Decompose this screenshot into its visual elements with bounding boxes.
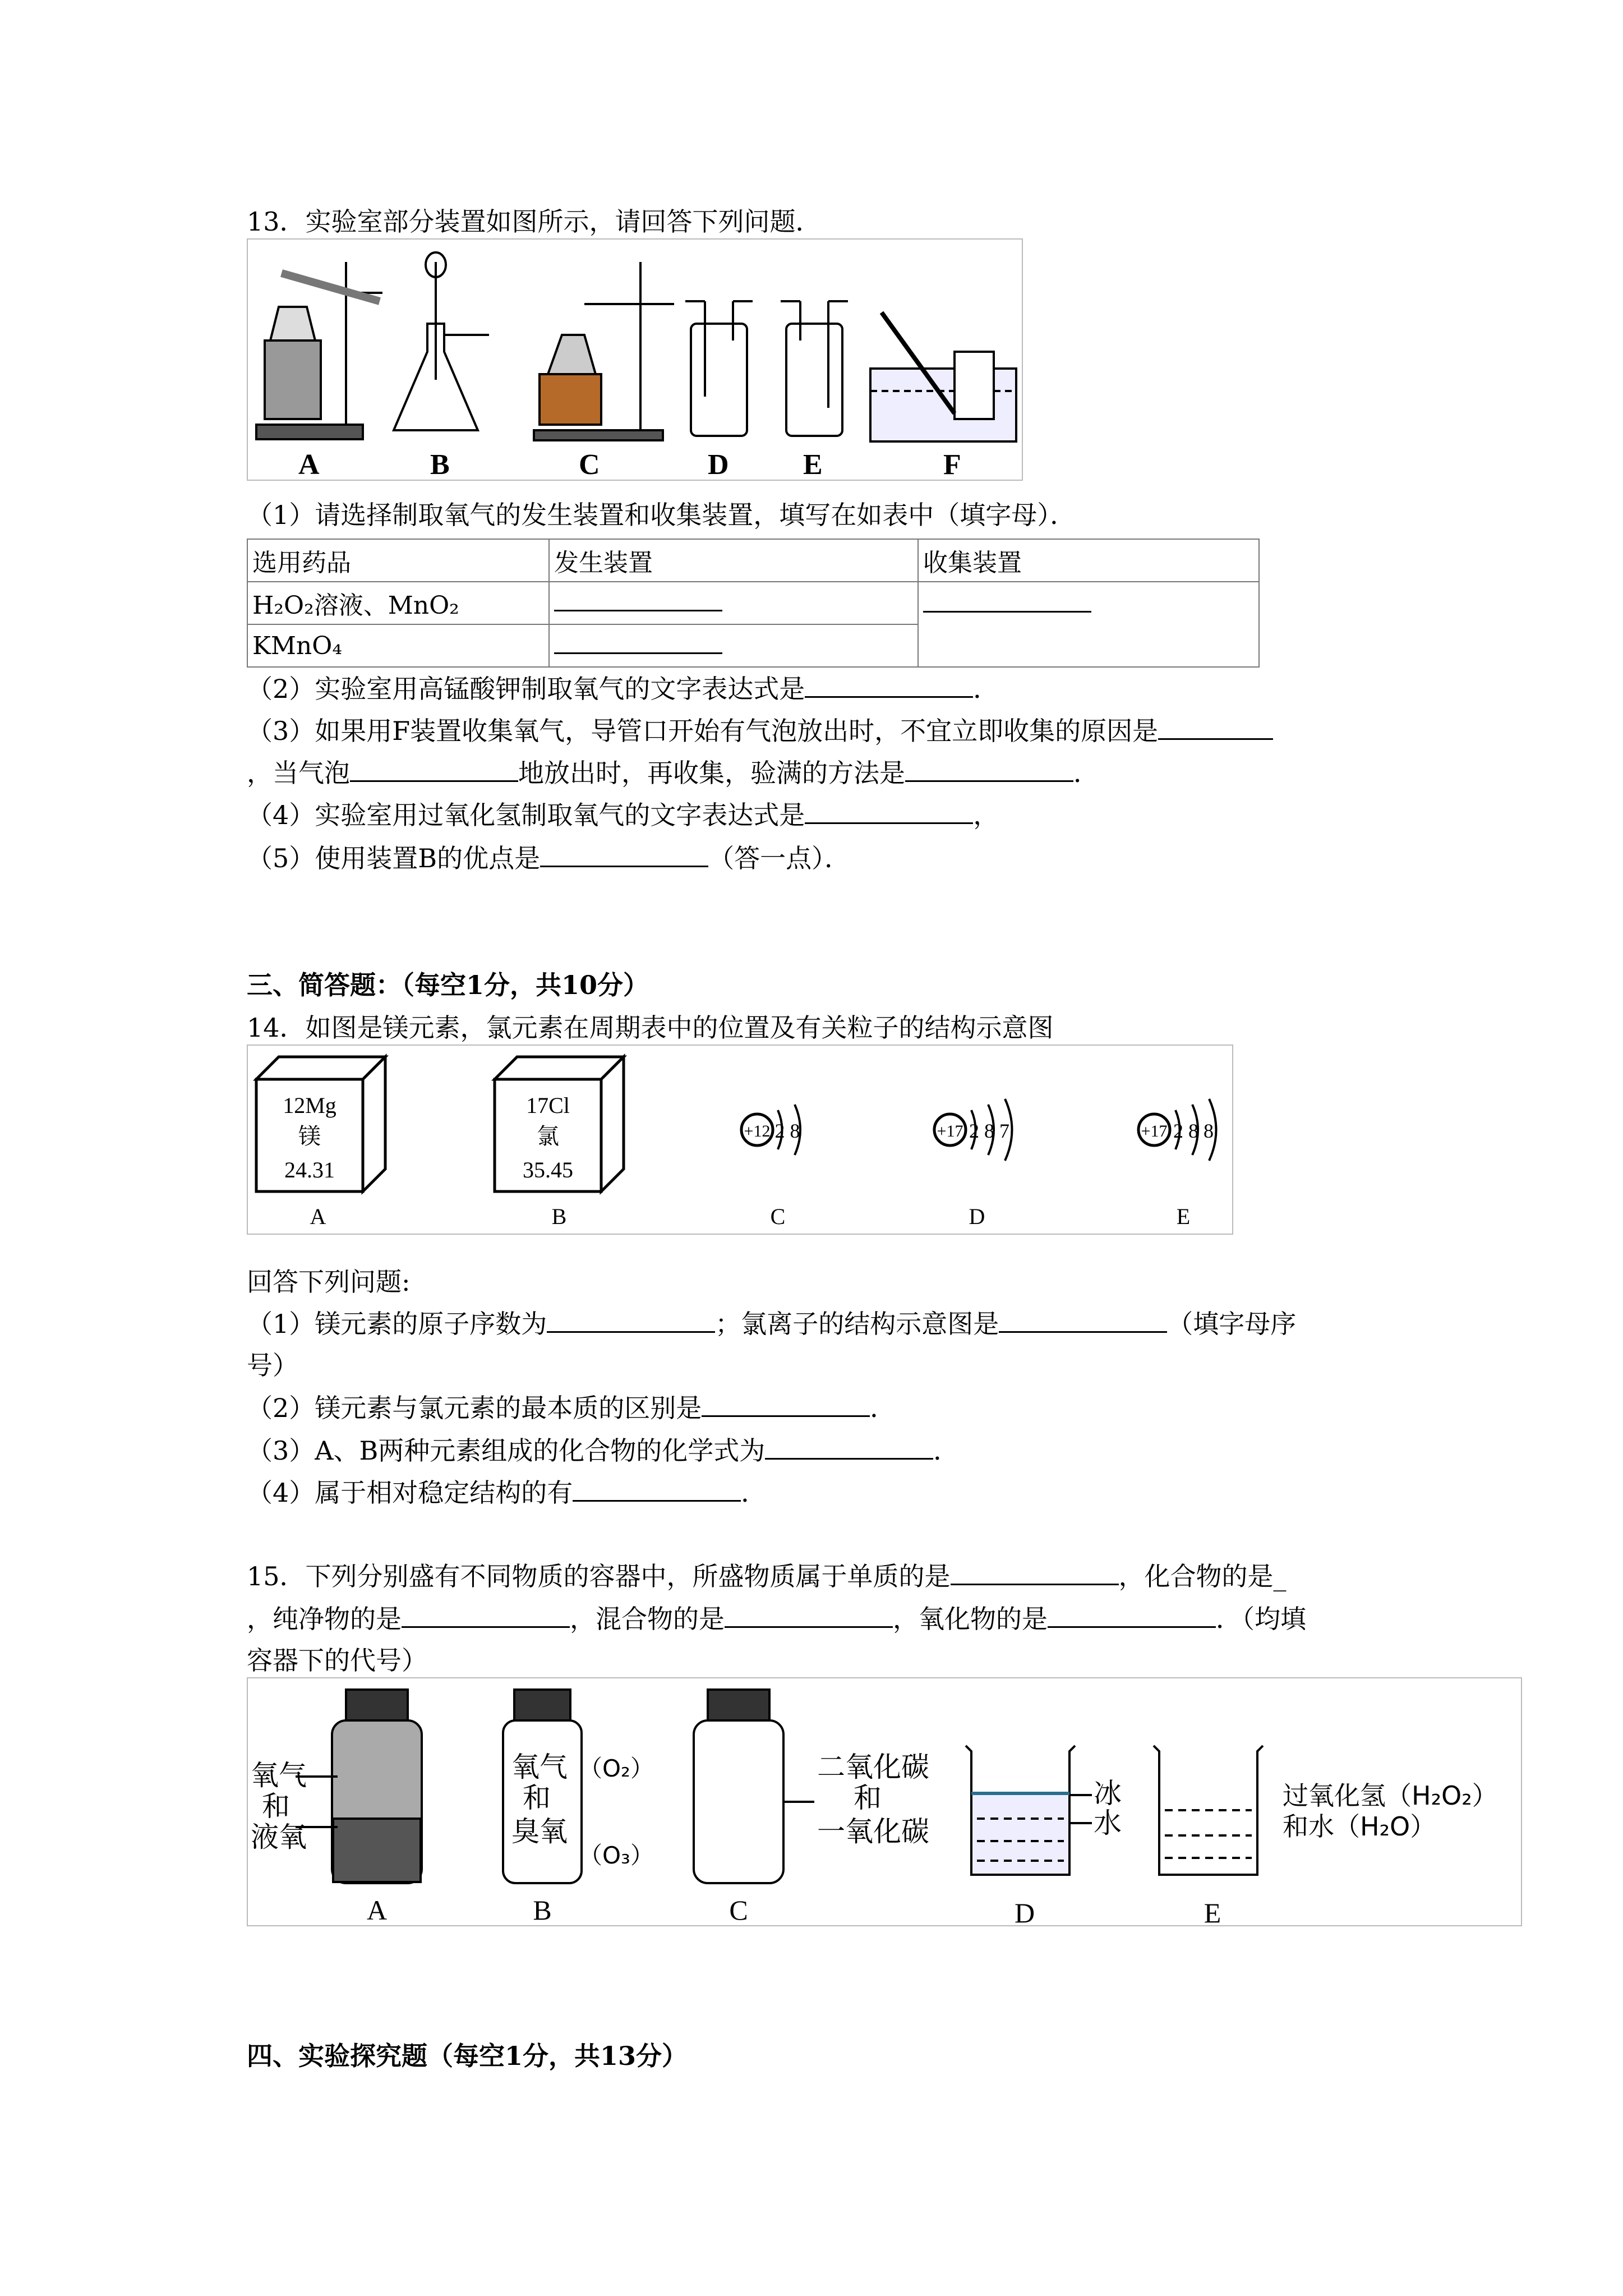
q15-text-e: ，氧化物的是	[893, 1604, 1048, 1634]
q13-fig-label-a: A	[298, 449, 320, 480]
q14-sub3	[247, 1434, 959, 1467]
section-4-heading: 四、实验探究题（每空1分，共13分）	[247, 2041, 688, 2071]
q13-sub5	[247, 841, 850, 875]
q13-sub5-end: （答一点）．	[708, 843, 851, 873]
q13-apparatus-figure	[247, 238, 1023, 481]
q14-sub4-text: （4）属于相对稳定结构的有	[247, 1478, 573, 1508]
b-label-2: 和	[523, 1782, 551, 1814]
d-shells: 2 8 7	[969, 1120, 1009, 1142]
c-label-2: 和	[854, 1782, 882, 1814]
q15-fig-label-a: A	[366, 1894, 388, 1925]
q14-periodic-figure	[247, 1045, 1233, 1235]
q15-text-d: ，混合物的是	[570, 1604, 725, 1634]
q14-sub2	[247, 1391, 896, 1425]
q14-fig-label-a: A	[310, 1204, 326, 1229]
answer-blank[interactable]	[951, 1561, 1119, 1585]
e-nucleus: +17	[1141, 1122, 1168, 1140]
q13-sub3-text-c: 地放出时，再收集，验满的方法是	[518, 758, 905, 788]
apparatus-drawing	[248, 240, 1022, 480]
d-label-1: 冰	[1094, 1777, 1122, 1810]
a-label-2: 和	[262, 1790, 290, 1823]
d-label-2: 水	[1094, 1807, 1122, 1839]
containers-drawing	[248, 1678, 1521, 1925]
b-o3: （O₃）	[579, 1842, 654, 1869]
q14-sub3-text: （3）A、B两种元素组成的化合物的化学式为	[247, 1435, 766, 1466]
q13-sub3-line2	[247, 756, 1099, 790]
answer-blank[interactable]	[805, 674, 973, 698]
answer-blank[interactable]	[805, 800, 973, 824]
answer-blank[interactable]	[725, 1604, 893, 1628]
c-nucleus: +12	[744, 1122, 771, 1140]
cl-mass: 35.45	[523, 1157, 573, 1182]
q13-sub4	[247, 798, 999, 832]
b-o2: （O₂）	[579, 1755, 654, 1782]
cl-symbol: 17Cl	[526, 1093, 570, 1118]
q13-fig-label-b: B	[430, 449, 450, 480]
answer-blank[interactable]	[540, 843, 708, 867]
q15-line1	[247, 1559, 1287, 1593]
q14-intro: 回答下列问题:	[247, 1267, 411, 1297]
q14-sub2-text: （2）镁元素与氯元素的最本质的区别是	[247, 1393, 702, 1423]
q14-title: 14．如图是镁元素，氯元素在周期表中的位置及有关粒子的结构示意图	[247, 1013, 1054, 1043]
q15-fig-label-d: D	[1014, 1897, 1035, 1925]
table-cell-generator-blank-1[interactable]	[549, 582, 918, 624]
section-3-heading: 三、简答题：（每空1分，共10分）	[247, 970, 649, 1000]
d-nucleus: +17	[937, 1122, 963, 1140]
q15-text-b: ，化合物的是_	[1118, 1561, 1287, 1591]
q13-sub3-line1	[247, 714, 1273, 748]
q13-fig-label-f: F	[943, 449, 961, 480]
c-label-3: 一氧化碳	[817, 1815, 929, 1848]
q14-fig-label-e: E	[1176, 1204, 1191, 1229]
q14-sub2-end: ．	[870, 1393, 896, 1423]
q13-title: 13．实验室部分装置如图所示，请回答下列问题．	[247, 206, 822, 237]
q14-fig-label-d: D	[969, 1204, 985, 1229]
periodic-drawing	[248, 1046, 1232, 1234]
q15-line3: 容器下的代号）	[247, 1645, 427, 1676]
e-shells: 2 8 8	[1173, 1120, 1214, 1142]
q13-sub2-text: （2）实验室用高锰酸钾制取氧气的文字表达式是	[247, 674, 805, 704]
c-label-1: 二氧化碳	[817, 1751, 929, 1783]
answer-blank[interactable]	[999, 1309, 1167, 1333]
table-header-row	[247, 539, 1259, 582]
b-label-1: 氧气	[511, 1751, 568, 1783]
table-cell-drug-kmno4: KMnO₄	[247, 624, 549, 667]
answer-blank[interactable]	[702, 1393, 870, 1417]
q13-sub2-end: ．	[973, 674, 999, 704]
table-row	[247, 582, 1259, 624]
q14-sub4-end: ．	[741, 1478, 767, 1508]
answer-blank[interactable]	[573, 1478, 741, 1502]
a-label-3: 液氧	[251, 1821, 307, 1853]
e-label-2: 和水（H₂O）	[1283, 1811, 1436, 1842]
q14-sub1-text-c: （填字母序	[1167, 1309, 1297, 1339]
table-header-generator: 发生装置	[549, 539, 918, 582]
q13-sub2	[247, 672, 999, 706]
answer-blank[interactable]	[765, 1435, 933, 1460]
table-cell-drug-h2o2: H₂O₂溶液、MnO₂	[247, 582, 549, 624]
q14-sub4	[247, 1476, 767, 1510]
q15-line2	[247, 1602, 1306, 1636]
q13-sub3-text: （3）如果用F装置收集氧气，导管口开始有气泡放出时，不宜立即收集的原因是	[247, 716, 1159, 746]
q13-sub3-text-b: ，当气泡	[247, 758, 350, 788]
b-label-3: 臭氧	[511, 1815, 568, 1848]
q15-text-f: ．（均填	[1216, 1604, 1306, 1634]
mg-symbol: 12Mg	[283, 1093, 336, 1118]
table-header-collector: 收集装置	[918, 539, 1259, 582]
q13-sub5-text: （5）使用装置B的优点是	[247, 843, 541, 873]
table-cell-generator-blank-2[interactable]	[549, 624, 918, 667]
q14-sub1-line1	[247, 1307, 1296, 1341]
q14-fig-label-c: C	[770, 1204, 786, 1229]
q14-sub1-text: （1）镁元素的原子序数为	[247, 1309, 547, 1339]
mg-mass: 24.31	[284, 1157, 335, 1182]
q15-containers-figure	[247, 1677, 1522, 1926]
answer-blank[interactable]	[1048, 1604, 1216, 1628]
q13-sub3-end: ．	[1073, 758, 1099, 788]
q15-fig-label-e: E	[1204, 1897, 1221, 1925]
e-label-1: 过氧化氢（H₂O₂）	[1283, 1780, 1498, 1811]
q15-fig-label-c: C	[729, 1894, 748, 1925]
answer-blank[interactable]	[905, 758, 1073, 782]
answer-blank[interactable]	[1158, 716, 1273, 740]
q13-fig-label-d: D	[708, 449, 729, 480]
q13-fig-label-e: E	[803, 449, 823, 480]
q14-sub3-end: ．	[933, 1435, 960, 1466]
q14-sub1-line2: 号）	[247, 1350, 298, 1381]
q15-text-c: ，纯净物的是	[247, 1604, 402, 1634]
a-label-1: 氧气	[251, 1759, 307, 1792]
q13-sub4-end: ，	[973, 800, 999, 830]
q13-apparatus-table	[247, 539, 1260, 668]
c-shells: 2 8	[774, 1120, 800, 1142]
q13-sub4-text: （4）实验室用过氧化氢制取氧气的文字表达式是	[247, 800, 805, 830]
q14-fig-label-b: B	[551, 1204, 567, 1229]
cl-name: 氯	[537, 1124, 559, 1149]
q15-fig-label-b: B	[533, 1894, 552, 1925]
answer-blank[interactable]	[350, 758, 518, 782]
mg-name: 镁	[298, 1124, 321, 1149]
table-cell-collector-blank[interactable]	[918, 582, 1259, 667]
q15-text-a: 15．下列分别盛有不同物质的容器中，所盛物质属于单质的是	[247, 1561, 951, 1591]
q14-sub1-text-b: ；氯离子的结构示意图是	[715, 1309, 999, 1339]
answer-blank[interactable]	[547, 1309, 715, 1333]
q13-sub1: （1）请选择制取氧气的发生装置和收集装置，填写在如表中（填字母）．	[247, 500, 1076, 530]
answer-blank[interactable]	[402, 1604, 570, 1628]
table-header-drug: 选用药品	[247, 539, 549, 582]
q13-fig-label-c: C	[579, 449, 600, 480]
